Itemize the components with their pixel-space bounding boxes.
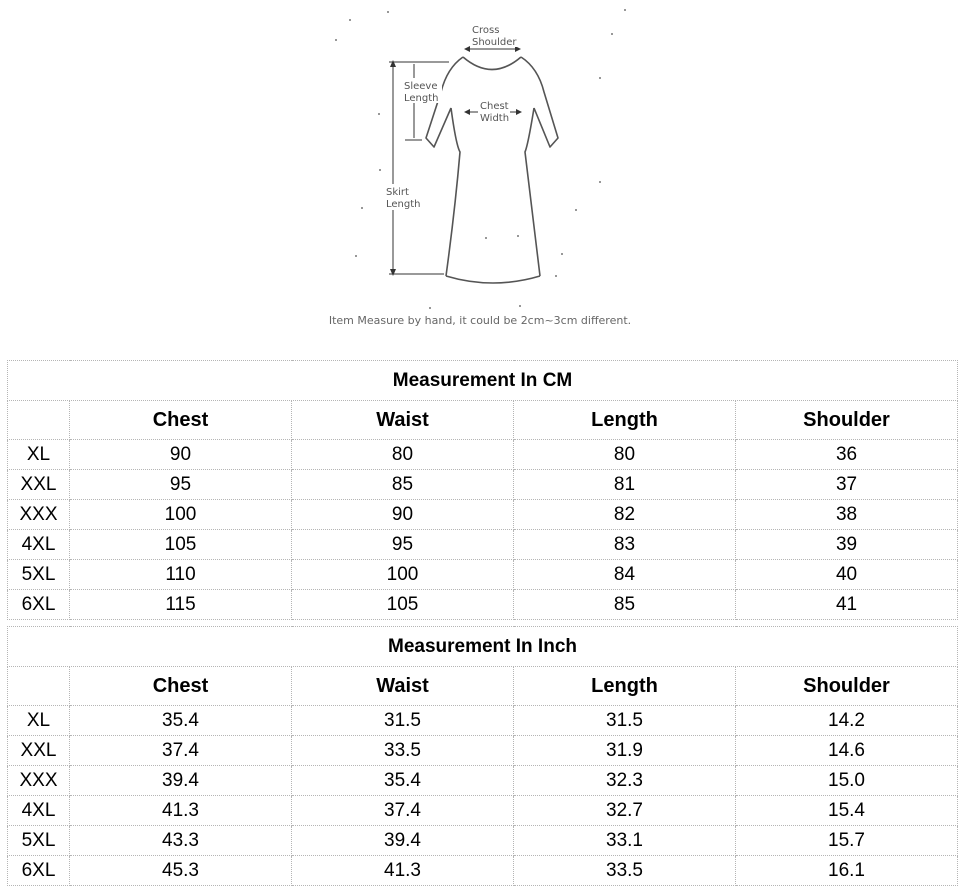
size-cell: 6XL <box>8 856 70 886</box>
shoulder-cell: 36 <box>736 440 958 470</box>
shoulder-cell: 14.2 <box>736 706 958 736</box>
size-cell: 6XL <box>8 590 70 620</box>
chest-cell: 115 <box>70 590 292 620</box>
chest-cell: 110 <box>70 560 292 590</box>
table-row <box>8 530 958 560</box>
chest-width-label: Chest <box>480 101 509 112</box>
chest-cell: 95 <box>70 470 292 500</box>
dress-measurement-diagram <box>0 0 962 345</box>
waist-cell: 41.3 <box>292 856 514 886</box>
size-cell: XXX <box>8 500 70 530</box>
waist-cell: 39.4 <box>292 826 514 856</box>
waist-cell: 90 <box>292 500 514 530</box>
size-cell: XXL <box>8 736 70 766</box>
column-header-waist: Waist <box>292 401 514 440</box>
table-row <box>8 826 958 856</box>
measure-note: Item Measure by hand, it could be 2cm~3cm different. <box>328 314 632 327</box>
table-row <box>8 500 958 530</box>
chest-cell: 39.4 <box>70 766 292 796</box>
waist-cell: 100 <box>292 560 514 590</box>
shoulder-cell: 15.7 <box>736 826 958 856</box>
table-row <box>8 590 958 620</box>
skirt-length-label: Skirt <box>386 187 409 198</box>
waist-cell: 37.4 <box>292 796 514 826</box>
waist-cell: 105 <box>292 590 514 620</box>
sleeve-length-label: Sleeve <box>404 81 438 92</box>
length-cell: 84 <box>514 560 736 590</box>
column-header-size <box>8 401 70 440</box>
column-header-chest: Chest <box>70 667 292 706</box>
table-row <box>8 766 958 796</box>
length-cell: 80 <box>514 440 736 470</box>
shoulder-cell: 15.4 <box>736 796 958 826</box>
waist-cell: 80 <box>292 440 514 470</box>
cross-shoulder-label: Cross <box>472 25 500 36</box>
column-header-size <box>8 667 70 706</box>
length-cell: 31.5 <box>514 706 736 736</box>
table-row <box>8 560 958 590</box>
column-header-length: Length <box>514 401 736 440</box>
column-header-shoulder: Shoulder <box>736 401 958 440</box>
chest-cell: 90 <box>70 440 292 470</box>
table-title: Measurement In Inch <box>8 627 958 667</box>
table-row <box>8 440 958 470</box>
dress-outline-icon <box>426 57 558 283</box>
table-row <box>8 736 958 766</box>
column-header-length: Length <box>514 667 736 706</box>
waist-cell: 35.4 <box>292 766 514 796</box>
waist-cell: 33.5 <box>292 736 514 766</box>
size-cell: 5XL <box>8 560 70 590</box>
shoulder-cell: 40 <box>736 560 958 590</box>
column-header-shoulder: Shoulder <box>736 667 958 706</box>
size-cell: XL <box>8 706 70 736</box>
length-cell: 31.9 <box>514 736 736 766</box>
chest-cell: 37.4 <box>70 736 292 766</box>
shoulder-cell: 15.0 <box>736 766 958 796</box>
table-row <box>8 796 958 826</box>
size-cell: XXL <box>8 470 70 500</box>
length-cell: 81 <box>514 470 736 500</box>
chest-cell: 41.3 <box>70 796 292 826</box>
shoulder-cell: 39 <box>736 530 958 560</box>
table-row <box>8 856 958 886</box>
length-cell: 83 <box>514 530 736 560</box>
shoulder-cell: 38 <box>736 500 958 530</box>
length-cell: 33.1 <box>514 826 736 856</box>
shoulder-cell: 16.1 <box>736 856 958 886</box>
measurement-table-inch <box>7 626 958 886</box>
column-header-waist: Waist <box>292 667 514 706</box>
measurement-table-cm <box>7 360 958 620</box>
sleeve-length-label-2: Length <box>404 93 439 104</box>
table-title: Measurement In CM <box>8 361 958 401</box>
size-cell: 5XL <box>8 826 70 856</box>
table-row <box>8 706 958 736</box>
size-cell: XL <box>8 440 70 470</box>
waist-cell: 95 <box>292 530 514 560</box>
shoulder-cell: 37 <box>736 470 958 500</box>
chest-cell: 43.3 <box>70 826 292 856</box>
chest-cell: 100 <box>70 500 292 530</box>
length-cell: 85 <box>514 590 736 620</box>
waist-cell: 85 <box>292 470 514 500</box>
size-cell: 4XL <box>8 796 70 826</box>
length-cell: 32.3 <box>514 766 736 796</box>
shoulder-cell: 41 <box>736 590 958 620</box>
table-row <box>8 470 958 500</box>
waist-cell: 31.5 <box>292 706 514 736</box>
length-cell: 33.5 <box>514 856 736 886</box>
column-header-chest: Chest <box>70 401 292 440</box>
skirt-length-label-2: Length <box>386 199 421 210</box>
size-cell: 4XL <box>8 530 70 560</box>
speckle-dots <box>335 9 626 309</box>
length-cell: 32.7 <box>514 796 736 826</box>
size-cell: XXX <box>8 766 70 796</box>
chest-cell: 35.4 <box>70 706 292 736</box>
length-cell: 82 <box>514 500 736 530</box>
chest-cell: 45.3 <box>70 856 292 886</box>
shoulder-cell: 14.6 <box>736 736 958 766</box>
chest-width-label-2: Width <box>480 113 510 124</box>
chest-cell: 105 <box>70 530 292 560</box>
cross-shoulder-label-2: Shoulder <box>472 37 517 48</box>
